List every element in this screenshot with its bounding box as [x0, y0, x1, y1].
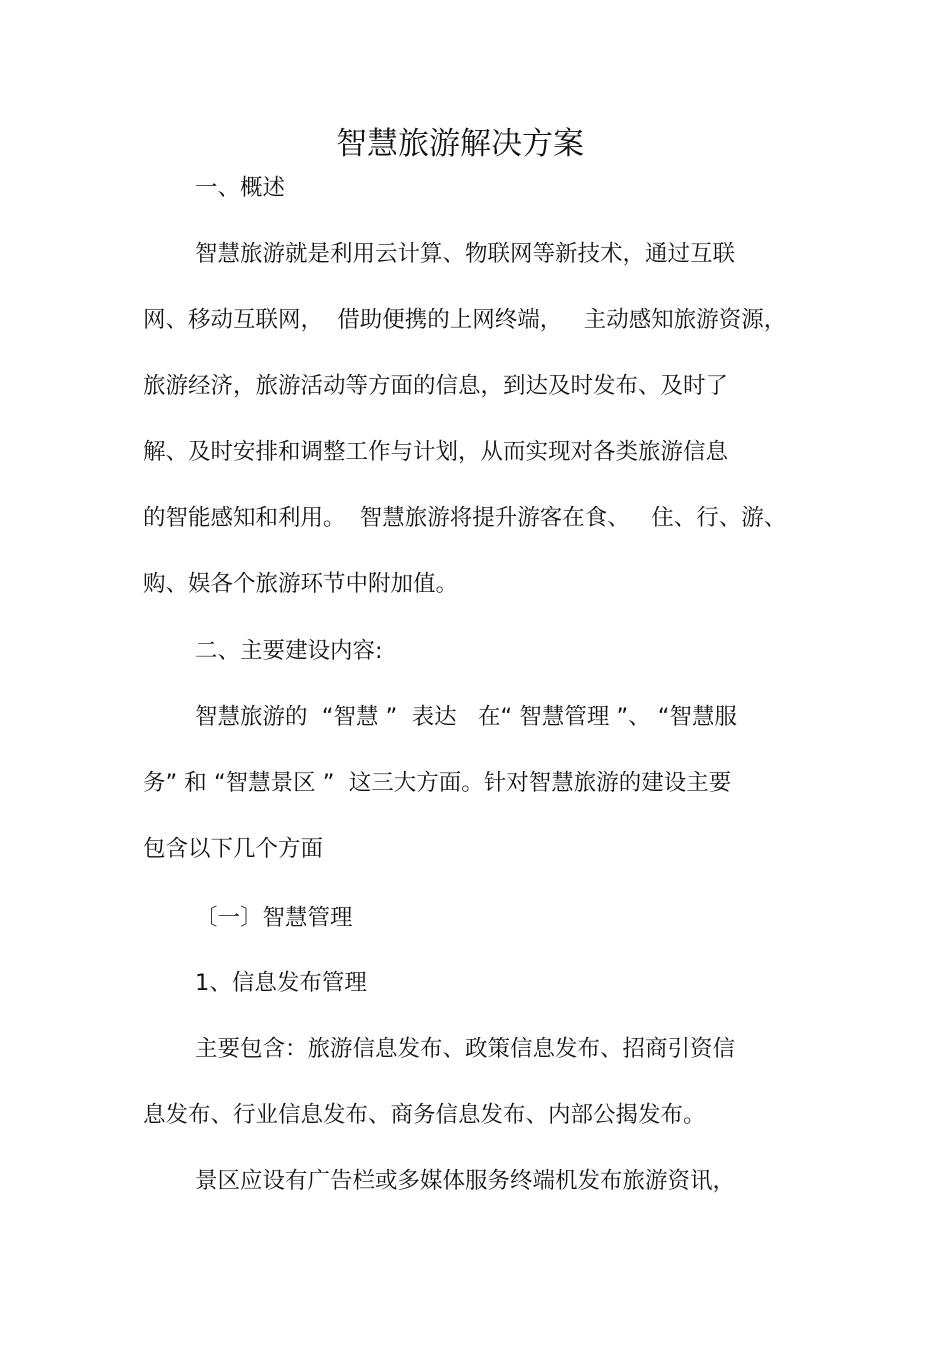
- paragraph-line: 的智能感知和利用。 智慧旅游将提升游客在食、 住、行、游、: [143, 505, 787, 531]
- section-heading-overview: 一、概述: [195, 175, 286, 201]
- paragraph-line: 景区应设有广告栏或多媒体服务终端机发布旅游资讯，: [195, 1168, 736, 1194]
- paragraph-line: 务” 和 “智慧景区 ” 这三大方面。针对智慧旅游的建设主要: [143, 770, 732, 796]
- paragraph-line: 购、娱各个旅游环节中附加值。: [143, 571, 459, 597]
- paragraph-line: 解、及时安排和调整工作与计划，从而实现对各类旅游信息: [143, 439, 729, 465]
- paragraph-line: 智慧旅游的 “智慧 ” 表达 在“ 智慧管理 ”、 “智慧服: [195, 704, 737, 730]
- paragraph-line: 智慧旅游就是利用云计算、物联网等新技术，通过互联: [195, 241, 736, 267]
- paragraph-line: 网、移动互联网， 借助便携的上网终端， 主动感知旅游资源，: [143, 307, 787, 333]
- paragraph-line: 主要包含：旅游信息发布、政策信息发布、招商引资信: [195, 1036, 736, 1062]
- section-heading-main-content: 二、主要建设内容:: [195, 638, 383, 664]
- paragraph-line: 旅游经济，旅游活动等方面的信息，到达及时发布、及时了: [143, 373, 729, 399]
- paragraph-line: 包含以下几个方面: [143, 836, 324, 862]
- subsection-heading-info-release: 1、信息发布管理: [195, 970, 367, 996]
- subsection-heading-smart-management: 〔一〕智慧管理: [195, 905, 353, 931]
- page-title: 智慧旅游解决方案: [336, 126, 584, 162]
- paragraph-line: 息发布、行业信息发布、商务信息发布、内部公揭发布。: [143, 1102, 706, 1128]
